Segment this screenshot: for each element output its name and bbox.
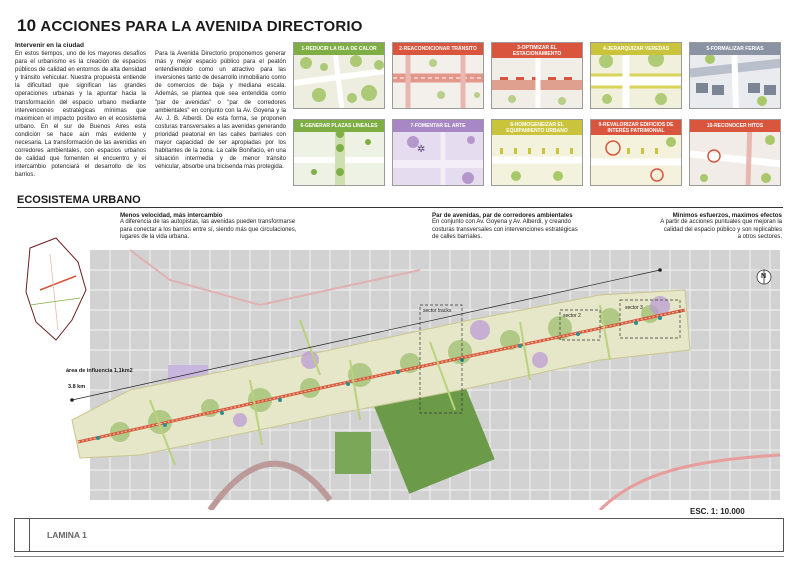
note-velocity-text: A diferencia de las autopistas, las avenidas pueden transformarse para conectar a los barrios entre sí, siendo más que circulaciones, lugares de la vida urbana. (120, 219, 297, 241)
action-10-label: 10-RECONOCER HITOS (690, 120, 780, 132)
sector-tracks-label: sector tracks (423, 308, 452, 314)
sector-2-label: sector 2 (563, 313, 581, 319)
intro-column-1: En estos tiempos, uno de los mayores desafíos para el urbanismo es la creación de espacios públicos de calidad en entornos de alta densidad y tránsito vehicular. Nuestra propuesta entiende la dificultad que significan las grandes operaciones urbanas y la apuntar hacia la transformación del espacio urbano mediante intervenciones estratégicas mínimas que maximicen el impacto positivo en el ecosistema urbano. En el sur de Buenos Aires esta condición se hace aún más evidente y necesaria. La transformación de las avenidas en corredores ambientales, con espacios urbanos de calidad que fomenten el encuentro y el intercambio potenciará el desarrollo de los barrios. (15, 51, 146, 179)
length-label: 3.8 km (68, 384, 86, 390)
ecosystem-divider (17, 207, 783, 208)
page-title (17, 16, 363, 36)
north-label: N (761, 273, 767, 280)
action-card-10[interactable] (689, 119, 781, 186)
action-card-7[interactable] (392, 119, 484, 186)
note-corridors-heading: Par de avenidas, par de corredores ambientales (432, 212, 573, 219)
action-card-2[interactable] (392, 42, 484, 109)
map-scale: ESC. 1: 10.000 (690, 507, 745, 516)
action-4-label: 4-JERARQUIZAR VEREDAS (591, 43, 681, 55)
action-card-4[interactable] (590, 42, 682, 109)
actions-grid (293, 42, 783, 187)
action-card-5[interactable] (689, 42, 781, 109)
action-card-3[interactable] (491, 42, 583, 109)
action-2-label: 2-REACONDICIONAR TRÁNSITO (393, 43, 483, 55)
action-1-label: 1-REDUCIR LA ISLA DE CALOR (294, 43, 384, 55)
intro-heading: Intervenir en la ciudad (15, 42, 84, 49)
park-small (335, 432, 371, 474)
intro-column-2: Para la Avenida Directorio proponemos generar más y mejor espacio público para el peatón entendiendolo como un atractivo para las inversiones tanto de desarrollo inmobiliario como de comercios de baja y mediana escala. Además, se plantea que sea entendida como "par de avenidas" o "par de corredores ambientales" en conjunto con la Av. Goyena y la Av. J. B. Alberdi. De esta forma, se proponen costuras transversales a las avenidas generando prioridad peatonal en las calles barriales con mayor capacidad de ser apropiadas por los habitantes de la zona. La calle Bonifacio, en una situación intermedia y de menor tránsito vehicular, absorbe una bicisenda más protegida. (155, 51, 286, 171)
urban-ecosystem-map (0, 210, 800, 510)
length-end-dot (658, 268, 662, 272)
footer-separator (29, 519, 30, 551)
influence-area-label: área de influencia 1,1km2 (66, 368, 133, 374)
footer-bottom-line (14, 556, 784, 557)
sector-3-label: sector 3 (625, 305, 643, 311)
note-corridors-text: En conjunto con Av. Goyena y Av. Alberdi, y creando costuras transversales con intervenciones estratégicas de calles barriales. (432, 219, 578, 241)
ecosystem-title: ECOSISTEMA URBANO (17, 194, 141, 206)
action-3-label: 3-OPTIMIZAR EL ESTACIONAMIENTO (492, 43, 582, 58)
title-number: 10 (17, 16, 37, 35)
inset-location-map (26, 238, 86, 340)
note-efforts (660, 212, 782, 242)
note-efforts-heading: Mínimos esfuerzos, maximos efectos (672, 212, 782, 219)
note-velocity (120, 212, 308, 242)
sheet-label: LAMINA 1 (47, 530, 87, 540)
svg-text:✲: ✲ (417, 144, 426, 155)
action-8-label: 8-HOMOGENEIZAR EL EQUIPAMIENTO URBANO (492, 120, 582, 135)
action-card-8[interactable] (491, 119, 583, 186)
note-efforts-text: A partir de acciones puntuales que mejoran la calidad del espacio público y son replicables a otros sectores. (660, 219, 782, 241)
action-7-label: 7-FOMENTAR EL ARTE (393, 120, 483, 132)
action-card-6[interactable] (293, 119, 385, 186)
note-velocity-heading: Menos velocidad, más intercambio (120, 212, 223, 219)
action-card-9[interactable] (590, 119, 682, 186)
length-start-dot (70, 398, 74, 402)
action-5-label: 5-FORMALIZAR FERIAS (690, 43, 780, 55)
note-corridors (432, 212, 582, 242)
action-6-label: 6-GENERAR PLAZAS LINEALES (294, 120, 384, 132)
title-text: ACCIONES PARA LA AVENIDA DIRECTORIO (40, 18, 363, 35)
footer-box (14, 518, 784, 552)
action-9-label: 9-REVALORIZAR EDIFICIOS DE INTERÉS PATRIMONIAL (591, 120, 681, 135)
action-card-1[interactable] (293, 42, 385, 109)
